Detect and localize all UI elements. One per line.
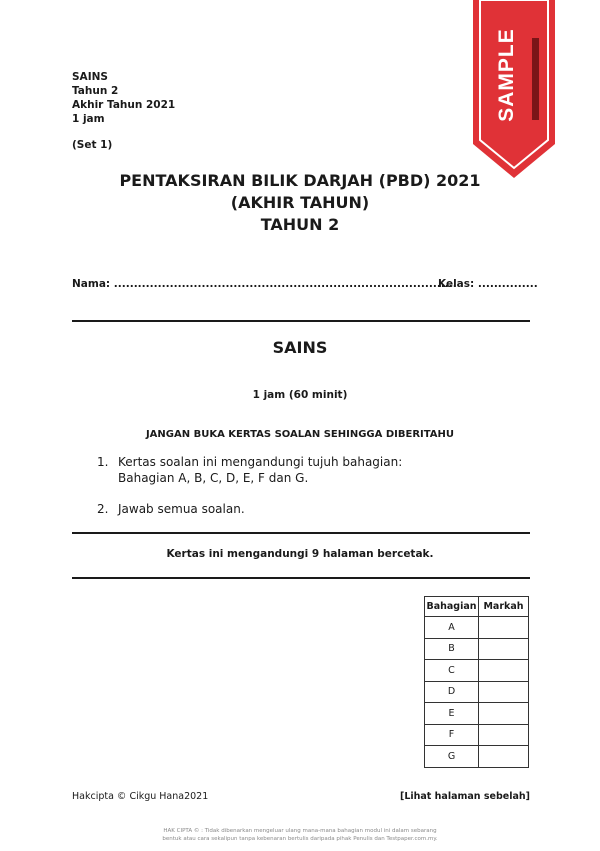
marks-table-header [425,597,529,617]
marks-table [424,596,529,768]
title-line-3: TAHUN 2 [260,215,340,234]
divider-1 [72,320,530,322]
instruction-2 [97,501,108,517]
marks-cell [479,724,529,746]
marks-header-section: Bahagian [425,597,479,617]
marks-cell [479,660,529,682]
header-subject: SAINS [72,71,108,83]
fine-print-line-1: HAK CIPTA © : Tidak dibenarkan mengeluar ulang mana-mana bahagian modul ini dalam sebarang [163,828,437,834]
marks-section-label: G [425,746,479,768]
pages-note: Kertas ini mengandungi 9 halaman bercetak. [166,548,434,560]
instruction-1-text [118,454,402,486]
instruction-1 [97,454,108,470]
title-line-1: PENTAKSIRAN BILIK DARJAH (PBD) 2021 [119,171,481,190]
marks-cell [479,703,529,725]
instruction-1-number: 1. [97,455,109,469]
marks-section-label: C [425,660,479,682]
table-row [425,681,529,703]
table-row [425,660,529,682]
marks-header-marks: Markah [479,597,529,617]
name-field: Nama: ...................................................................................... [72,278,457,290]
marks-cell [479,638,529,660]
sample-ribbon [473,0,555,178]
fine-print [0,827,600,843]
footer-next-page: [Lihat halaman sebelah] [399,791,530,802]
paper-header [72,70,175,152]
title-line-2: (AKHIR TAHUN) [230,193,370,212]
section-warning: JANGAN BUKA KERTAS SOALAN SEHINGGA DIBERITAHU [145,429,455,440]
section-duration: 1 jam (60 minit) [252,389,348,401]
marks-cell [479,681,529,703]
instruction-2-text [118,501,245,517]
footer-copyright: Hakcipta © Cikgu Hana2021 [72,791,209,802]
header-duration: 1 jam [72,113,105,125]
fine-print-line-2: bentuk atau cara sekalipun tanpa kebenaran bertulis daripada pihak Penulis dan Testpaper.com.my. [162,836,438,842]
section-subject: SAINS [272,338,328,357]
table-row [425,724,529,746]
header-term: Akhir Tahun 2021 [72,99,176,111]
table-row [425,703,529,725]
header-set: (Set 1) [72,139,113,151]
instruction-1-line-1: Kertas soalan ini mengandungi tujuh bahagian: [118,455,403,469]
class-field: Kelas: ............... [438,278,538,290]
marks-section-label: B [425,638,479,660]
marks-section-label: D [425,681,479,703]
table-row [425,746,529,768]
marks-cell [479,617,529,639]
ribbon-label: SAMPLE [494,28,518,122]
instruction-2-number: 2. [97,502,109,516]
instruction-1-line-2: Bahagian A, B, C, D, E, F dan G. [118,471,309,485]
divider-3 [72,577,530,579]
table-row [425,617,529,639]
instruction-2-line-1: Jawab semua soalan. [118,502,245,516]
table-row [425,638,529,660]
divider-2 [72,532,530,534]
marks-section-label: F [425,724,479,746]
marks-cell [479,746,529,768]
header-year: Tahun 2 [72,85,119,97]
marks-section-label: A [425,617,479,639]
marks-section-label: E [425,703,479,725]
